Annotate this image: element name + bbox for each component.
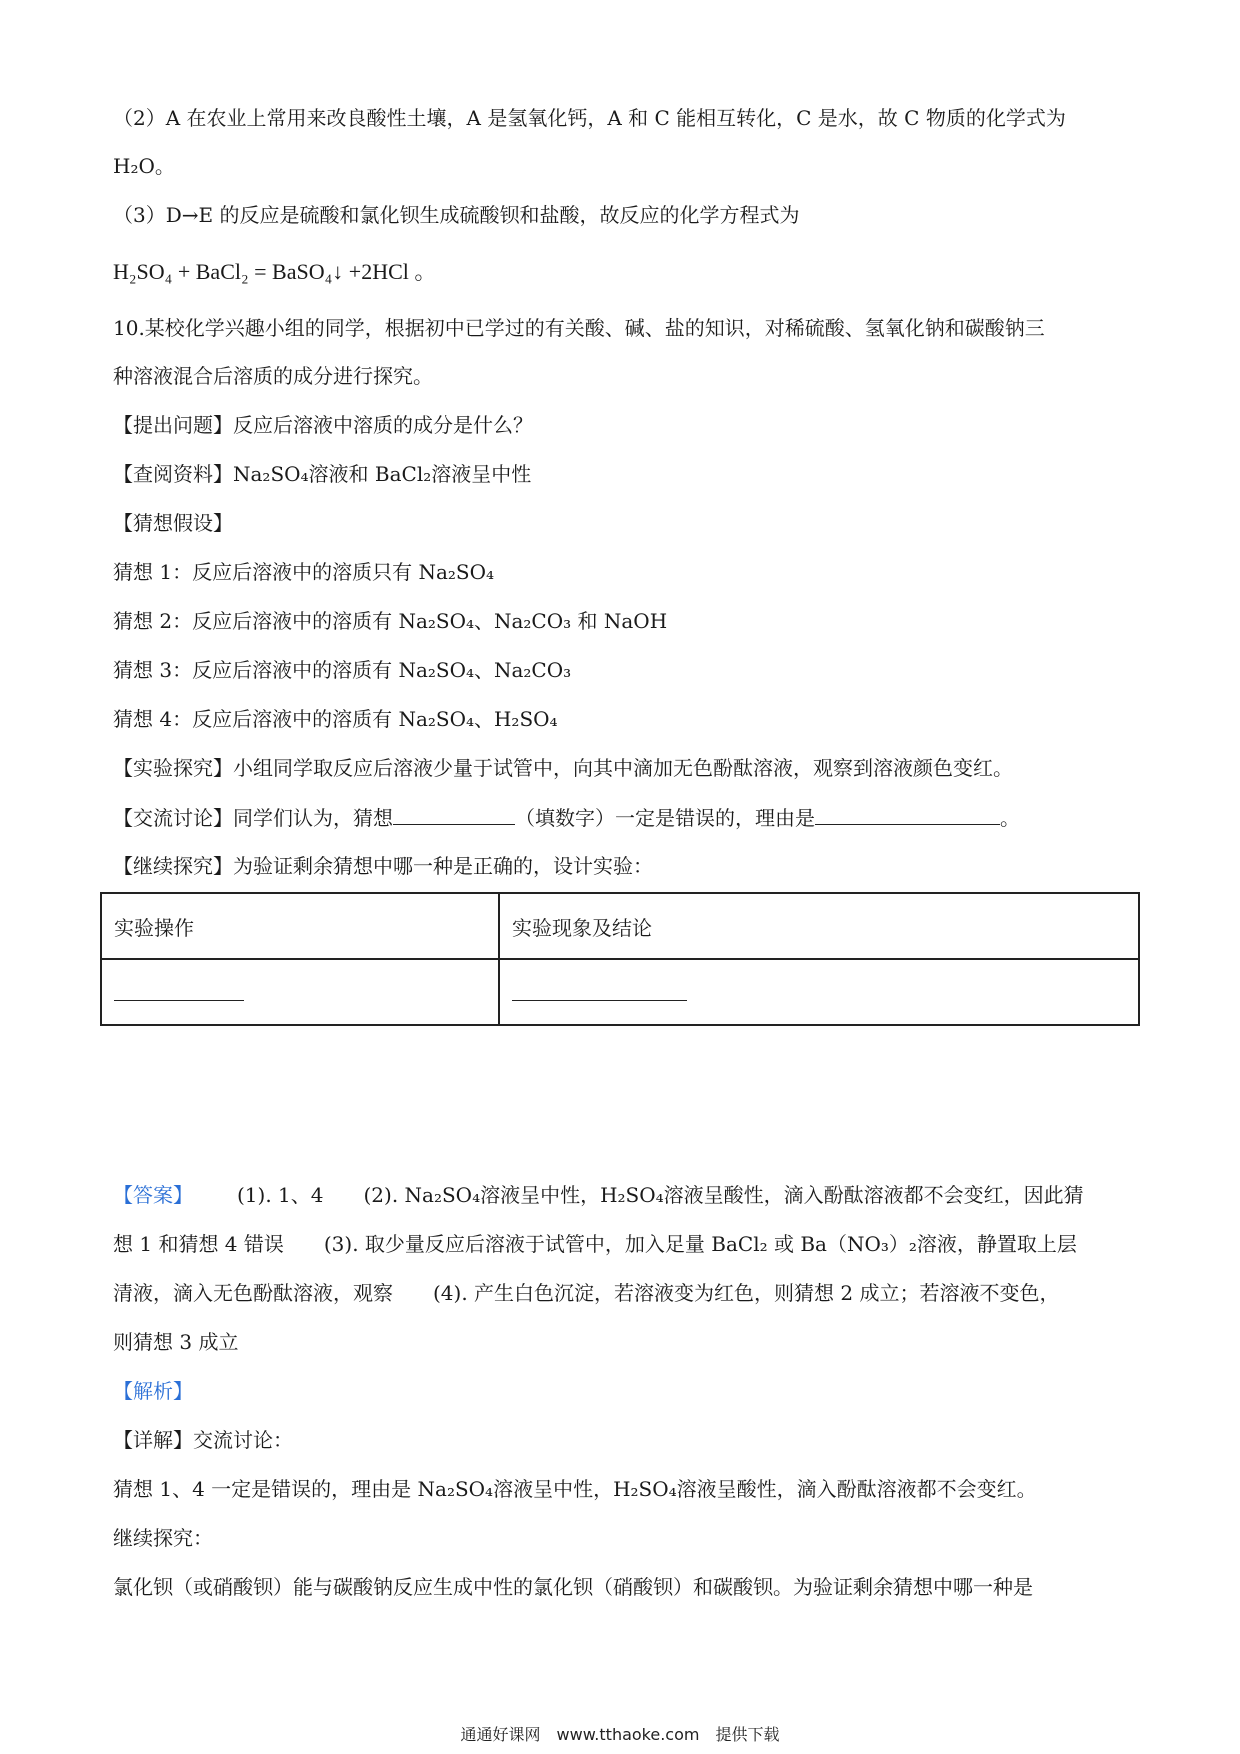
- experiment-inquiry: 【实验探究】小组同学取反应后溶液少量于试管中，向其中滴加无色酚酞溶液，观察到溶液颜色变红。: [113, 756, 1013, 780]
- discussion-text-a: 【交流讨论】同学们认为，猜想: [113, 806, 393, 830]
- hypothesis-1: 猜想 1：反应后溶液中的溶质只有 Na₂SO₄: [113, 560, 494, 584]
- hypothesis-2: 猜想 2：反应后溶液中的溶质有 Na₂SO₄、Na₂CO₃ 和 NaOH: [113, 609, 668, 633]
- continue-inquiry: 【继续探究】为验证剩余猜想中哪一种是正确的，设计实验：: [113, 854, 653, 878]
- answer-line-4: 则猜想 3 成立: [113, 1330, 239, 1354]
- hypothesis-heading: 【猜想假设】: [113, 511, 233, 535]
- raise-question: 【提出问题】反应后溶液中溶质的成分是什么？: [113, 413, 533, 437]
- prev-answer-line-3: （3）D→E 的反应是硫酸和氯化钡生成硫酸钡和盐酸，故反应的化学方程式为: [113, 203, 800, 227]
- discussion-text-c: 。: [1000, 806, 1020, 830]
- answer-line-1: [113, 1180, 1133, 1210]
- reference-info: 【查阅资料】Na₂SO₄溶液和 BaCl₂溶液呈中性: [113, 462, 532, 486]
- answer-line-2: 想 1 和猜想 4 错误 (3). 取少量反应后溶液于试管中，加入足量 BaCl₂ 或 Ba（NO₃）₂溶液，静置取上层: [113, 1232, 1077, 1256]
- page-footer: 通通好课网 www.tthaoke.com 提供下载: [460, 1725, 780, 1744]
- chemical-equation: H₂SO₄ + BaCl₂ = BaSO₄↓ +2HCl 。: [113, 259, 437, 284]
- detail-line-3: 氯化钡（或硝酸钡）能与碳酸钠反应生成中性的氯化钡（硝酸钡）和碳酸钡。为验证剩余猜想中哪一种是: [113, 1575, 1033, 1599]
- question-stem-1: 10.某校化学兴趣小组的同学，根据初中已学过的有关酸、碱、盐的知识，对稀硫酸、氢氧化钠和碳酸钠三: [113, 316, 1045, 340]
- answer-text-1: (1). 1、4 (2). Na₂SO₄溶液呈中性，H₂SO₄溶液呈酸性，滴入酚酞溶液都不会变红，因此猜: [237, 1183, 1084, 1207]
- prev-answer-line-2b: H₂O。: [113, 154, 175, 178]
- hypothesis-4: 猜想 4：反应后溶液中的溶质有 Na₂SO₄、H₂SO₄: [113, 707, 558, 731]
- table-header-row: [101, 893, 1139, 959]
- prev-answer-line-2: （2）A 在农业上常用来改良酸性土壤，A 是氢氧化钙，A 和 C 能相互转化，C 是水，故 C 物质的化学式为: [113, 106, 1066, 130]
- detail-line-2: 继续探究：: [113, 1526, 213, 1550]
- detail-heading: 【详解】交流讨论：: [113, 1428, 293, 1452]
- table-cell-operation: [101, 959, 499, 1025]
- table-cell-result: [499, 959, 1139, 1025]
- answer-line-3: 清液，滴入无色酚酞溶液，观察 (4). 产生白色沉淀，若溶液变为红色，则猜想 2 成立；若溶液不变色，: [113, 1281, 1060, 1305]
- detail-line-1: 猜想 1、4 一定是错误的，理由是 Na₂SO₄溶液呈中性，H₂SO₄溶液呈酸性，滴入酚酞溶液都不会变红。: [113, 1477, 1037, 1501]
- fill-blank-operation[interactable]: [114, 978, 244, 1001]
- experiment-table: [100, 892, 1140, 1026]
- answer-tag: 【答案】: [113, 1183, 193, 1207]
- question-stem-2: 种溶液混合后溶质的成分进行探究。: [113, 364, 433, 388]
- table-header-result: 实验现象及结论: [499, 893, 1139, 959]
- table-row: [101, 959, 1139, 1025]
- hypothesis-3: 猜想 3：反应后溶液中的溶质有 Na₂SO₄、Na₂CO₃: [113, 658, 572, 682]
- fill-blank-reason[interactable]: [815, 802, 1000, 825]
- analysis-tag: 【解析】: [113, 1379, 193, 1403]
- fill-blank-number[interactable]: [393, 802, 515, 825]
- discussion-line: [113, 802, 1133, 833]
- discussion-text-b: （填数字）一定是错误的，理由是: [515, 806, 815, 830]
- fill-blank-result[interactable]: [512, 978, 687, 1001]
- table-header-operation: 实验操作: [101, 893, 499, 959]
